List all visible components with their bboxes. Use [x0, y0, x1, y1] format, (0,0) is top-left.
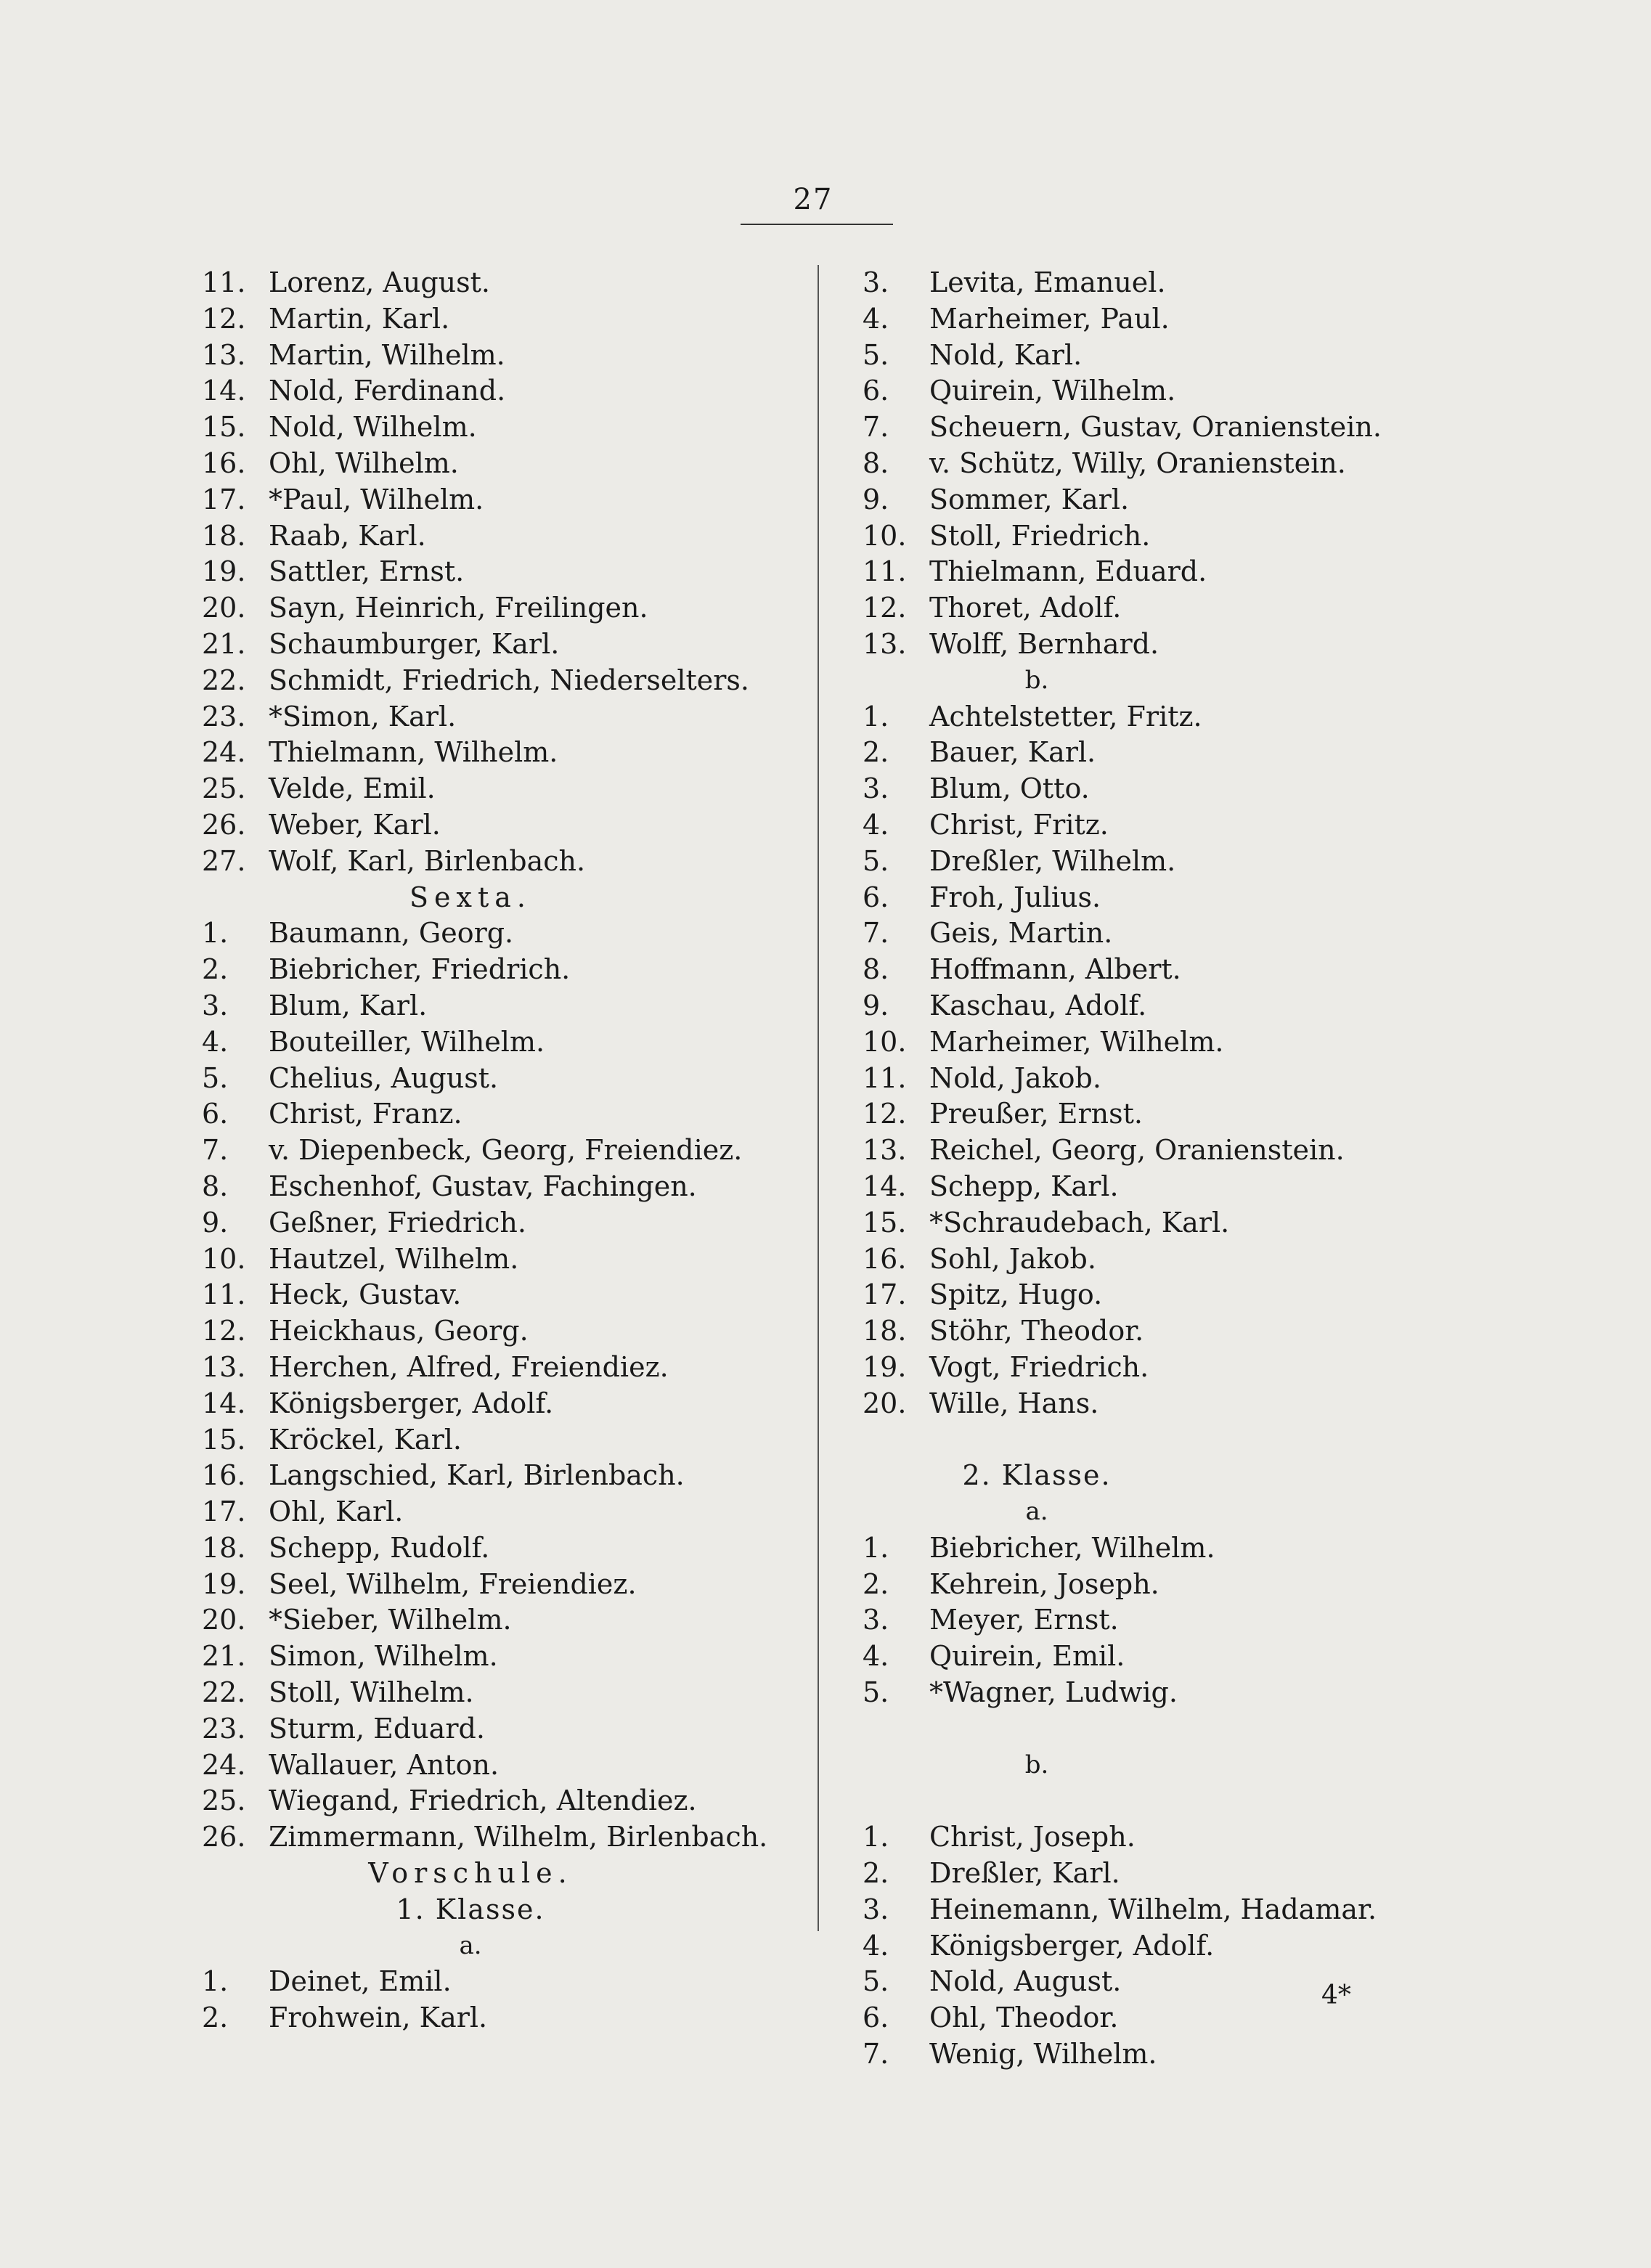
entry-number: 1. — [863, 700, 889, 733]
list-item — [202, 590, 797, 627]
entry-number: 17. — [863, 1278, 907, 1311]
entry-number: 24. — [202, 1748, 246, 1781]
entry-number: 4. — [863, 1640, 889, 1673]
entry-number: 12. — [202, 302, 246, 335]
list-item — [202, 1024, 797, 1061]
entry-name: Heck, Gustav. — [269, 1278, 462, 1311]
right-column — [863, 265, 1458, 2073]
entry-number: 5. — [863, 844, 889, 877]
list-item — [863, 1096, 1458, 1133]
entry-number: 13. — [202, 1350, 246, 1383]
list-item — [202, 1602, 797, 1639]
entry-name: Biebricher, Friedrich. — [269, 953, 571, 986]
entry-number: 3. — [202, 989, 229, 1021]
entry-number: 1. — [202, 917, 229, 950]
list-item — [863, 1602, 1458, 1639]
entry-number: 4. — [202, 1025, 229, 1058]
entry-number: 6. — [863, 2002, 889, 2034]
entry-number: 7. — [863, 411, 889, 444]
entry-number: 26. — [202, 808, 246, 841]
entry-number: 10. — [202, 1242, 246, 1275]
entry-name: Wallauer, Anton. — [269, 1748, 500, 1781]
list-item — [863, 1133, 1458, 1169]
list-item — [863, 1277, 1458, 1313]
entry-name: Weber, Karl. — [269, 808, 441, 841]
entry-name: Wenig, Wilhelm. — [929, 2038, 1157, 2071]
entry-number: 15. — [202, 411, 246, 444]
entry-name: Levita, Emanuel. — [929, 266, 1166, 298]
entry-number: 15. — [863, 1206, 907, 1239]
entry-number: 8. — [202, 1170, 229, 1202]
list-item — [202, 1639, 797, 1675]
list-item — [202, 301, 797, 338]
entry-number: 3. — [863, 1604, 889, 1636]
entry-name: Velde, Emil. — [269, 772, 436, 805]
entry-number: 11. — [863, 555, 907, 588]
entry-number: 8. — [863, 446, 889, 479]
entry-name: *Wagner, Ludwig. — [929, 1676, 1178, 1709]
entry-name: Thielmann, Eduard. — [929, 555, 1207, 588]
entry-name: Königsberger, Adolf. — [269, 1387, 554, 1419]
spacer — [863, 1783, 1458, 1819]
list-item — [202, 1350, 797, 1386]
list-item — [202, 265, 797, 301]
list-item — [202, 807, 797, 844]
list-item — [863, 1964, 1458, 2000]
entry-number: 26. — [202, 1821, 246, 1853]
entry-number: 14. — [863, 1170, 907, 1202]
list-item — [202, 1747, 797, 1784]
list-item — [202, 771, 797, 807]
entry-name: v. Schütz, Willy, Oranienstein. — [929, 446, 1346, 479]
list-item — [202, 1567, 797, 1603]
entry-number: 15. — [202, 1423, 246, 1456]
entry-name: Biebricher, Wilhelm. — [929, 1531, 1215, 1564]
list-item — [863, 952, 1458, 988]
entry-name: Spitz, Hugo. — [929, 1278, 1103, 1311]
entry-name: Königsberger, Adolf. — [929, 1929, 1215, 1962]
list-item — [863, 409, 1458, 446]
entry-number: 3. — [863, 772, 889, 805]
entry-number: 5. — [863, 338, 889, 371]
entry-name: Quirein, Wilhelm. — [929, 375, 1176, 407]
entry-number: 5. — [863, 1965, 889, 1998]
list-item — [863, 880, 1458, 916]
entry-name: Lorenz, August. — [269, 266, 490, 298]
list-item — [863, 301, 1458, 338]
list-item — [202, 735, 797, 771]
list-item — [202, 1783, 797, 1819]
list-item — [202, 1205, 797, 1241]
entry-name: Achtelstetter, Fritz. — [929, 700, 1202, 733]
entry-number: 16. — [202, 446, 246, 479]
list-item — [202, 1422, 797, 1459]
entry-number: 2. — [202, 2002, 229, 2034]
entry-number: 12. — [863, 592, 907, 624]
entry-number: 18. — [202, 519, 246, 552]
list-item — [863, 1205, 1458, 1241]
list-item — [202, 1277, 797, 1313]
entry-name: Sattler, Ernst. — [269, 555, 465, 588]
entry-number: 11. — [863, 1061, 907, 1094]
entry-number: 7. — [863, 2038, 889, 2071]
entry-number: 10. — [863, 519, 907, 552]
entry-name: Thoret, Adolf. — [929, 592, 1122, 624]
entry-number: 23. — [202, 1712, 246, 1745]
entry-number: 7. — [202, 1134, 229, 1167]
list-item — [863, 1024, 1458, 1061]
signature-mark: 4* — [1321, 1981, 1351, 2010]
entry-number: 20. — [202, 592, 246, 624]
entry-name: Schepp, Karl. — [929, 1170, 1119, 1202]
list-item — [202, 554, 797, 590]
entry-name: Nold, Wilhelm. — [269, 411, 477, 444]
entry-name: Blum, Otto. — [929, 772, 1090, 805]
entry-number: 6. — [863, 881, 889, 913]
entry-name: Bouteiller, Wilhelm. — [269, 1025, 545, 1058]
spacer — [863, 1422, 1458, 1459]
entry-name: Sohl, Jakob. — [929, 1242, 1096, 1275]
section-heading: Vorschule. — [368, 1857, 573, 1890]
entry-number: 25. — [202, 1784, 246, 1817]
list-item — [202, 338, 797, 374]
list-item — [863, 1241, 1458, 1278]
entry-number: 24. — [202, 736, 246, 769]
entry-name: Baumann, Georg. — [269, 917, 514, 950]
entry-number: 19. — [863, 1350, 907, 1383]
list-item — [202, 1819, 797, 1856]
entry-name: Froh, Julius. — [929, 881, 1101, 913]
list-item — [863, 1061, 1458, 1097]
entry-name: Kehrein, Joseph. — [929, 1567, 1159, 1600]
entry-number: 4. — [863, 808, 889, 841]
list-item — [202, 699, 797, 735]
list-item — [202, 409, 797, 446]
entry-name: Nold, Ferdinand. — [269, 375, 506, 407]
entry-name: Stoll, Friedrich. — [929, 519, 1151, 552]
entry-number: 17. — [202, 1496, 246, 1528]
list-item — [202, 1313, 797, 1350]
entry-name: Blum, Karl. — [269, 989, 428, 1021]
list-item — [863, 1928, 1458, 1965]
left-column — [202, 265, 797, 2036]
entry-number: 2. — [863, 1857, 889, 1890]
list-item — [202, 446, 797, 482]
entry-name: Quirein, Emil. — [929, 1640, 1125, 1673]
column-divider — [818, 265, 819, 1931]
entry-name: Geis, Martin. — [929, 917, 1113, 950]
entry-name: Heickhaus, Georg. — [269, 1315, 529, 1347]
list-item — [863, 1386, 1458, 1422]
list-item — [863, 373, 1458, 409]
entry-name: Meyer, Ernst. — [929, 1604, 1119, 1636]
list-item — [863, 590, 1458, 627]
list-item — [863, 482, 1458, 518]
class-heading: 2. Klasse. — [962, 1459, 1112, 1492]
entry-number: 16. — [863, 1242, 907, 1275]
entry-name: v. Diepenbeck, Georg, Freiendiez. — [269, 1134, 743, 1167]
entry-name: Reichel, Georg, Oranienstein. — [929, 1134, 1345, 1167]
entry-number: 1. — [863, 1821, 889, 1853]
entry-name: Schepp, Rudolf. — [269, 1531, 490, 1564]
entry-number: 18. — [202, 1531, 246, 1564]
list-item — [863, 1169, 1458, 1205]
entry-number: 13. — [863, 1134, 907, 1167]
page-number: 27 — [793, 183, 833, 216]
entry-name: Langschied, Karl, Birlenbach. — [269, 1459, 685, 1492]
list-item — [863, 2036, 1458, 2073]
entry-name: Sommer, Karl. — [929, 483, 1130, 515]
entry-number: 10. — [863, 1025, 907, 1058]
list-item — [863, 915, 1458, 952]
list-item — [863, 735, 1458, 771]
group-letter: a. — [459, 1930, 482, 1960]
list-item — [202, 1458, 797, 1494]
entry-number: 17. — [202, 483, 246, 515]
entry-number: 25. — [202, 772, 246, 805]
entry-name: Martin, Karl. — [269, 302, 450, 335]
list-item — [863, 1350, 1458, 1386]
entry-number: 2. — [863, 736, 889, 769]
entry-number: 1. — [202, 1965, 229, 1998]
entry-number: 3. — [863, 266, 889, 298]
entry-name: Stoll, Wilhelm. — [269, 1676, 474, 1709]
list-item — [863, 1675, 1458, 1711]
list-item — [863, 1313, 1458, 1350]
entry-name: Chelius, August. — [269, 1061, 499, 1094]
list-item — [863, 1567, 1458, 1603]
entry-name: Heinemann, Wilhelm, Hadamar. — [929, 1893, 1377, 1925]
entry-number: 2. — [863, 1567, 889, 1600]
entry-name: Dreßler, Wilhelm. — [929, 844, 1176, 877]
list-item — [202, 1061, 797, 1097]
list-item — [202, 1964, 797, 2000]
header-rule — [741, 224, 893, 225]
entry-name: Ohl, Theodor. — [929, 2002, 1119, 2034]
entry-name: Ohl, Karl. — [269, 1496, 404, 1528]
entry-name: Vogt, Friedrich. — [929, 1350, 1149, 1383]
entry-number: 21. — [202, 1640, 246, 1673]
entry-number: 16. — [202, 1459, 246, 1492]
list-item — [863, 446, 1458, 482]
list-item — [202, 1133, 797, 1169]
entry-number: 5. — [863, 1676, 889, 1709]
entry-number: 7. — [863, 917, 889, 950]
entry-name: Dreßler, Karl. — [929, 1857, 1120, 1890]
entry-name: Sayn, Heinrich, Freilingen. — [269, 592, 648, 624]
entry-name: Hautzel, Wilhelm. — [269, 1242, 519, 1275]
list-item — [863, 1639, 1458, 1675]
entry-name: Nold, Karl. — [929, 338, 1083, 371]
list-item — [863, 807, 1458, 844]
entry-name: Nold, Jakob. — [929, 1061, 1101, 1094]
entry-name: Raab, Karl. — [269, 519, 426, 552]
entry-number: 22. — [202, 1676, 246, 1709]
entry-number: 2. — [202, 953, 229, 986]
entry-number: 11. — [202, 1278, 246, 1311]
entry-name: Hoffmann, Albert. — [929, 953, 1181, 986]
entry-number: 4. — [863, 1929, 889, 1962]
entry-number: 21. — [202, 627, 246, 660]
list-item — [202, 844, 797, 880]
entry-number: 1. — [863, 1531, 889, 1564]
group-letter: b. — [1024, 1750, 1049, 1779]
list-item — [202, 518, 797, 555]
entry-name: Sturm, Eduard. — [269, 1712, 485, 1745]
entry-number: 9. — [863, 989, 889, 1021]
entry-name: Marheimer, Wilhelm. — [929, 1025, 1224, 1058]
entry-name: Nold, August. — [929, 1965, 1122, 1998]
group-letter: b. — [1024, 665, 1049, 695]
list-item — [202, 627, 797, 663]
list-item — [202, 1711, 797, 1747]
entry-number: 20. — [863, 1387, 907, 1419]
entry-number: 19. — [202, 555, 246, 588]
entry-number: 23. — [202, 700, 246, 733]
entry-name: Martin, Wilhelm. — [269, 338, 505, 371]
list-item — [202, 1675, 797, 1711]
entry-number: 12. — [863, 1098, 907, 1130]
list-item — [202, 1169, 797, 1205]
entry-number: 4. — [863, 302, 889, 335]
entry-number: 9. — [863, 483, 889, 515]
section-heading: Sexta. — [409, 881, 531, 913]
entry-number: 13. — [863, 627, 907, 660]
entry-number: 5. — [202, 1061, 229, 1094]
entry-name: *Schraudebach, Karl. — [929, 1206, 1230, 1239]
entry-name: Scheuern, Gustav, Oranienstein. — [929, 411, 1382, 444]
entry-name: Christ, Franz. — [269, 1098, 462, 1130]
entry-name: Stöhr, Theodor. — [929, 1315, 1144, 1347]
list-item — [202, 1530, 797, 1567]
entry-number: 3. — [863, 1893, 889, 1925]
entry-name: *Sieber, Wilhelm. — [269, 1604, 512, 1636]
list-item — [863, 338, 1458, 374]
list-item — [202, 482, 797, 518]
entry-name: Schmidt, Friedrich, Niederselters. — [269, 664, 749, 696]
entry-number: 13. — [202, 338, 246, 371]
entry-number: 6. — [863, 375, 889, 407]
entry-number: 8. — [863, 953, 889, 986]
entry-name: *Simon, Karl. — [269, 700, 457, 733]
entry-number: 27. — [202, 844, 246, 877]
list-item — [863, 2000, 1458, 2036]
entry-number: 12. — [202, 1315, 246, 1347]
entry-name: Herchen, Alfred, Freiendiez. — [269, 1350, 669, 1383]
class-heading: 1. Klasse. — [396, 1893, 545, 1925]
entry-name: Thielmann, Wilhelm. — [269, 736, 558, 769]
entry-number: 14. — [202, 1387, 246, 1419]
entry-name: Ohl, Wilhelm. — [269, 446, 459, 479]
list-item — [863, 1819, 1458, 1856]
list-item — [202, 2000, 797, 2036]
entry-number: 20. — [202, 1604, 246, 1636]
entry-number: 18. — [863, 1315, 907, 1347]
entry-name: Simon, Wilhelm. — [269, 1640, 498, 1673]
list-item — [202, 1494, 797, 1530]
list-item — [863, 554, 1458, 590]
entry-name: Eschenhof, Gustav, Fachingen. — [269, 1170, 697, 1202]
list-item — [202, 1096, 797, 1133]
list-item — [202, 952, 797, 988]
list-item — [202, 988, 797, 1024]
entry-name: Seel, Wilhelm, Freiendiez. — [269, 1567, 637, 1600]
list-item — [202, 1386, 797, 1422]
list-item — [863, 1856, 1458, 1892]
entry-number: 14. — [202, 375, 246, 407]
entry-name: Wiegand, Friedrich, Altendiez. — [269, 1784, 697, 1817]
entry-name: Wolf, Karl, Birlenbach. — [269, 844, 586, 877]
list-item — [863, 771, 1458, 807]
list-item — [202, 373, 797, 409]
entry-number: 9. — [202, 1206, 229, 1239]
entry-number: 22. — [202, 664, 246, 696]
list-item — [863, 988, 1458, 1024]
group-letter: a. — [1025, 1497, 1048, 1527]
entry-name: Zimmermann, Wilhelm, Birlenbach. — [269, 1821, 768, 1853]
entry-name: Wolff, Bernhard. — [929, 627, 1159, 660]
entry-name: Deinet, Emil. — [269, 1965, 452, 1998]
entry-name: Christ, Joseph. — [929, 1821, 1136, 1853]
entry-name: Wille, Hans. — [929, 1387, 1099, 1419]
list-item — [863, 627, 1458, 663]
entry-name: Marheimer, Paul. — [929, 302, 1170, 335]
list-item — [863, 1530, 1458, 1567]
entry-name: Preußer, Ernst. — [929, 1098, 1143, 1130]
list-item — [202, 663, 797, 699]
entry-name: Bauer, Karl. — [929, 736, 1096, 769]
list-item — [863, 518, 1458, 555]
spacer — [863, 1711, 1458, 1747]
entry-number: 11. — [202, 266, 246, 298]
entry-name: Kröckel, Karl. — [269, 1423, 462, 1456]
list-item — [863, 844, 1458, 880]
entry-name: Frohwein, Karl. — [269, 2002, 488, 2034]
entry-number: 19. — [202, 1567, 246, 1600]
list-item — [863, 699, 1458, 735]
entry-name: *Paul, Wilhelm. — [269, 483, 484, 515]
list-item — [202, 1241, 797, 1278]
entry-name: Schaumburger, Karl. — [269, 627, 560, 660]
list-item — [863, 265, 1458, 301]
entry-name: Christ, Fritz. — [929, 808, 1109, 841]
entry-number: 6. — [202, 1098, 229, 1130]
entry-name: Geßner, Friedrich. — [269, 1206, 526, 1239]
list-item — [863, 1892, 1458, 1928]
entry-name: Kaschau, Adolf. — [929, 989, 1147, 1021]
list-item — [202, 915, 797, 952]
